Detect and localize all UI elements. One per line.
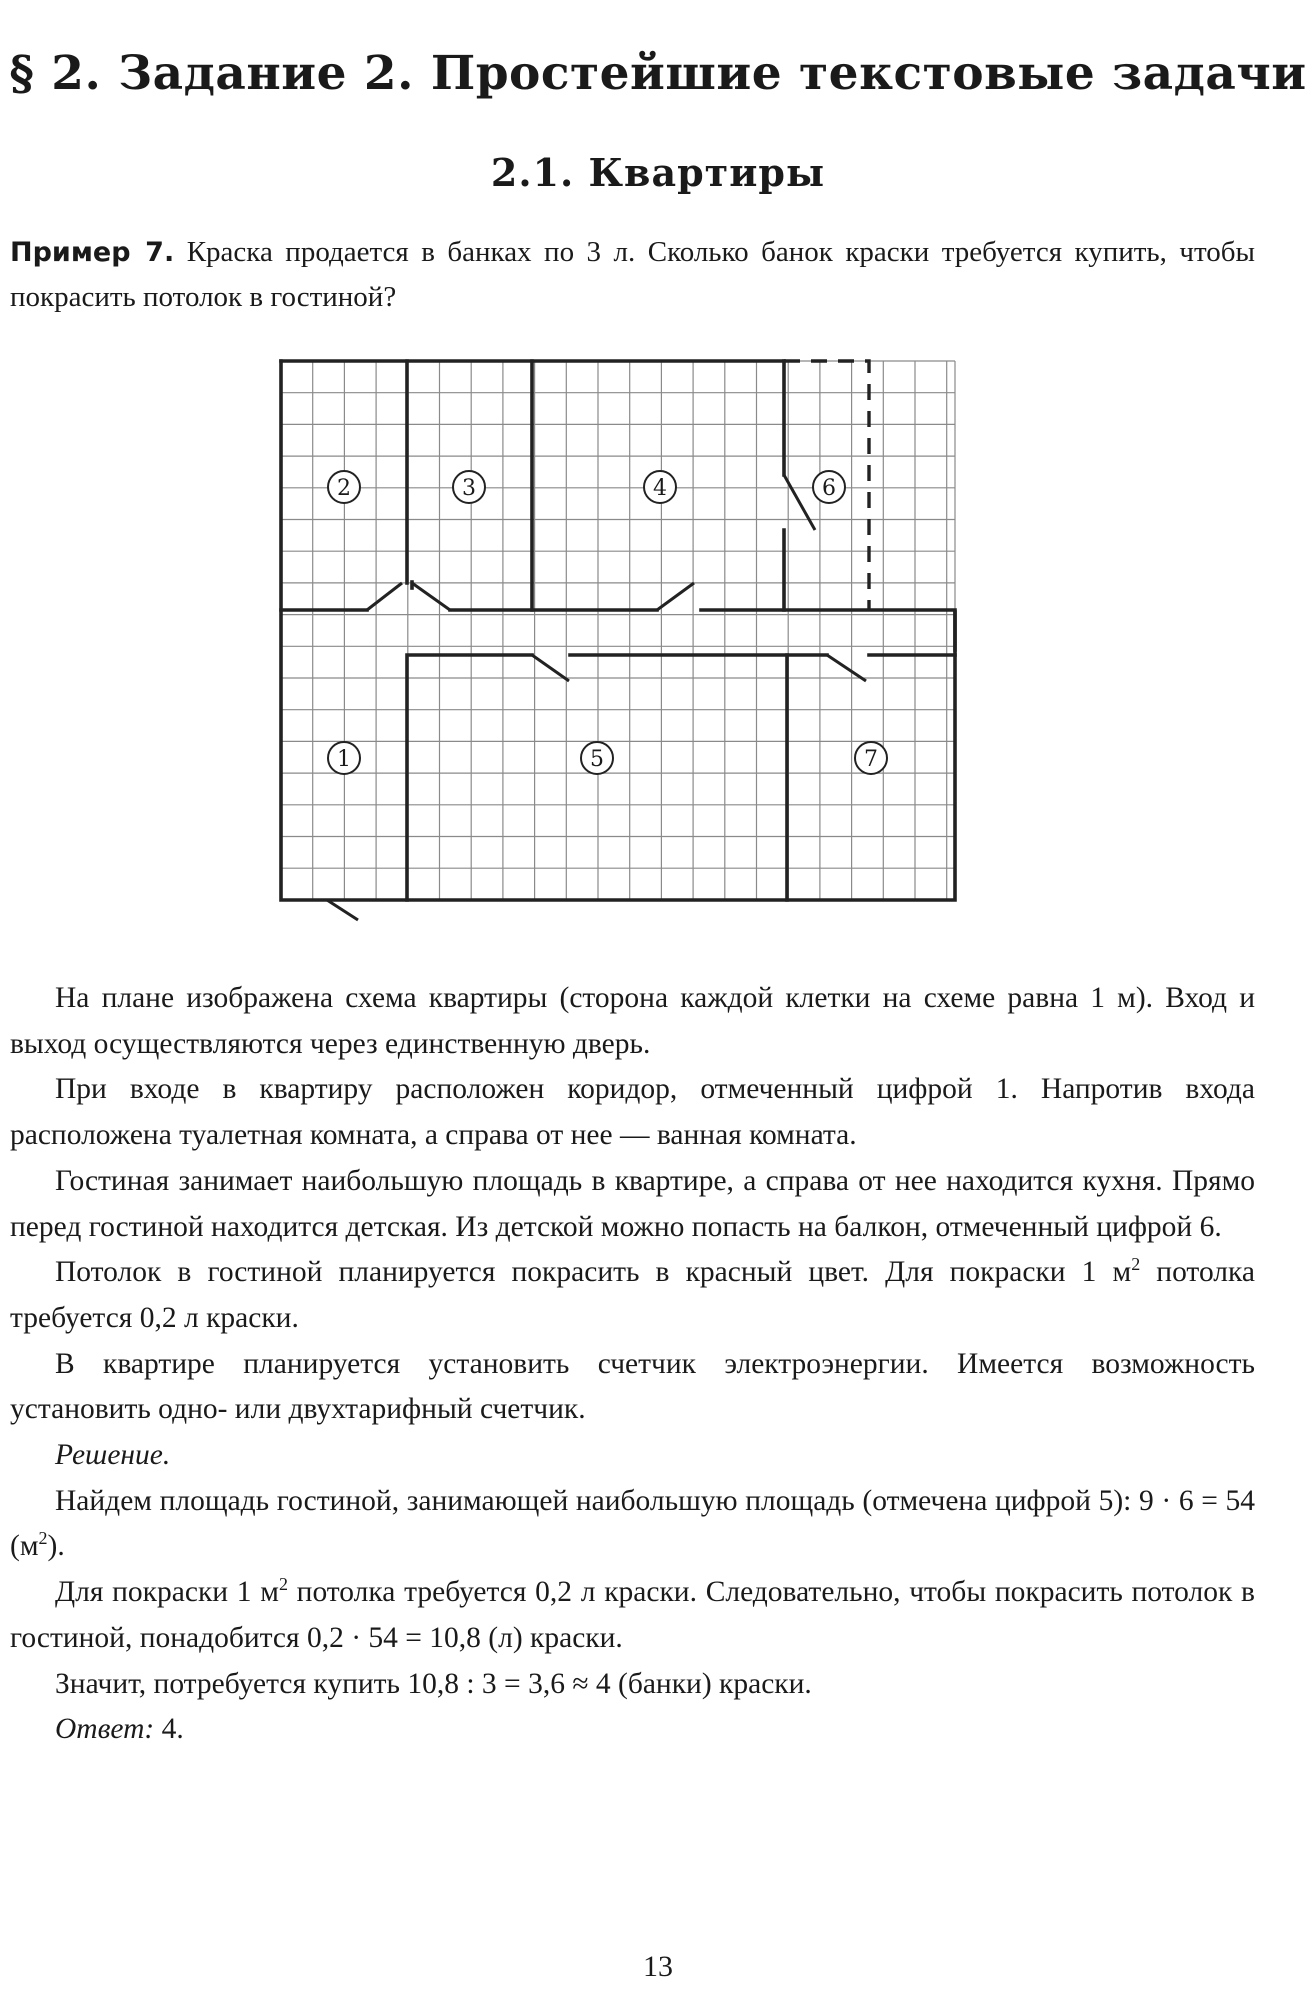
plan-walls — [281, 361, 955, 900]
paragraph-volume: Для покраски 1 $м^2$ потолка требуется 0,2 л краски. Следовательно, чтобы покрасить потолок в гостиной, понадобится 0,2 · 54 = 10,8 (л) краски. — [10, 1574, 1255, 1654]
svg-text:6: 6 — [822, 476, 836, 501]
paragraph-cans: Значит, потребуется купить 10,8 : 3 = 3,6 ≈ 4 (банки) краски. — [55, 1667, 812, 1700]
paragraph-living-room: Гостиная занимает наибольшую площадь в квартире, а справа от нее находится кухня. Прямо перед гостиной находится детская. Из детской можно попасть на балкон, отмеченный цифрой 6. — [10, 1164, 1255, 1243]
body-text — [10, 976, 1255, 1753]
subsection-heading: 2.1. Квартиры — [490, 150, 826, 195]
room-labels — [328, 471, 887, 774]
room-label-2 — [328, 471, 360, 503]
answer-line — [10, 1707, 1255, 1753]
room-label-5 — [581, 742, 613, 774]
room-label-7 — [855, 742, 887, 774]
section-heading: § 2. Задание 2. Простейшие текстовые задачи — [9, 46, 1307, 101]
apartment-plan — [0, 350, 1316, 950]
paragraph-plan-description: На плане изображена схема квартиры (сторона каждой клетки на схеме равна 1 м). Вход и выход осуществляются через единственную дверь. — [10, 982, 1255, 1060]
room-label-6 — [813, 471, 845, 503]
svg-text:7: 7 — [864, 747, 878, 772]
svg-text:1: 1 — [337, 747, 351, 772]
svg-text:2: 2 — [337, 476, 351, 501]
room-label-3 — [453, 471, 485, 503]
paragraph-paint: Потолок в гостиной планируется покрасить в красный цвет. Для покраски 1 $м^2$ потолка требуется 0,2 л краски. — [10, 1254, 1255, 1334]
svg-text:5: 5 — [590, 747, 604, 772]
room-label-4 — [644, 471, 676, 503]
paragraph-corridor: При входе в квартиру расположен коридор, отмеченный цифрой 1. Напротив входа расположена туалетная комната, а справа от нее — ванная комната. — [10, 1073, 1255, 1152]
paragraph-area: Найдем площадь гостиной, занимающей наибольшую площадь (отмечена цифрой 5): 9 · 6 = 54 $(м^2)$. — [10, 1484, 1255, 1563]
page-number: 13 — [643, 1950, 673, 1983]
answer-value: 4. — [154, 1713, 184, 1746]
plan-grid — [281, 361, 955, 900]
example-label: Пример 7. — [10, 237, 175, 268]
solution-label: Решение. — [55, 1439, 171, 1472]
room-label-1 — [328, 742, 360, 774]
answer-label: Ответ: — [55, 1713, 155, 1746]
paragraph-meter: В квартире планируется установить счетчик электроэнергии. Имеется возможность установить одно- или двухтарифный счетчик. — [10, 1347, 1255, 1426]
svg-text:4: 4 — [653, 476, 667, 501]
example-text: Краска продается в банках по 3 л. Сколько банок краски требуется купить, чтобы покрасить потолок в гостиной? — [10, 236, 1255, 313]
example-problem — [10, 230, 1255, 320]
svg-text:3: 3 — [462, 476, 476, 501]
